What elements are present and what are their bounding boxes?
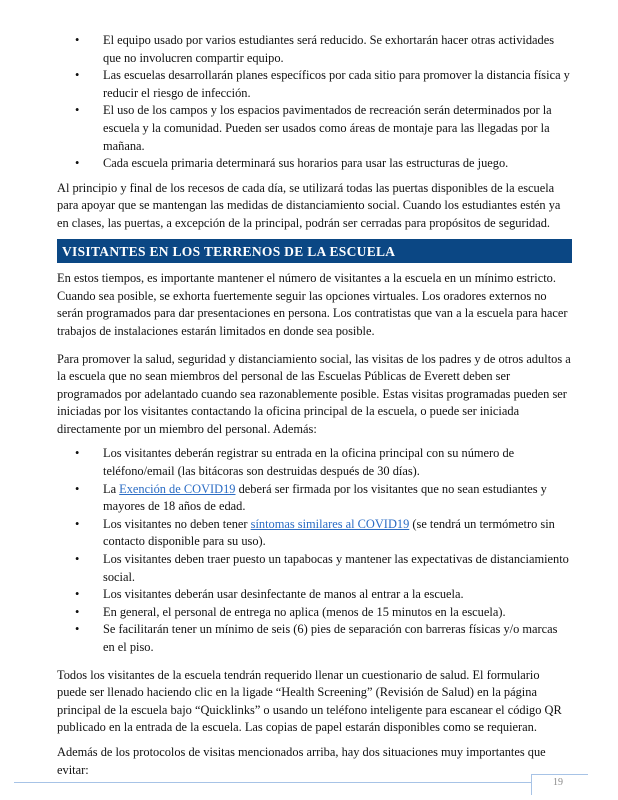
list-item-text: deberá ser firmada por los visitantes que no sean estudiantes y mayores de 18 años de edad. xyxy=(103,481,547,514)
bullet-icon: • xyxy=(75,103,80,118)
list-item-text: Los visitantes deberán registrar su entrada en la oficina principal con su número de teléfono/email (las bitácoras son destruidas después de 30 días). xyxy=(103,446,515,479)
bullet-icon: • xyxy=(75,33,80,47)
bullet-icon: • xyxy=(75,587,80,602)
equipment-bullet-list xyxy=(57,32,572,173)
list-item xyxy=(75,102,572,155)
bullet-icon: • xyxy=(75,604,80,619)
list-item xyxy=(75,481,572,516)
health-questionnaire-paragraph: Todos los visitantes de la escuela tendrán requerido llenar un cuestionario de salud. El formulario puede ser llenado haciendo clic en la ligade “Health Screening” (Revisión de Salud) en la página principal de la escuela bajo “Quicklinks” o usando un teléfono inteligente para escanear el código QR publicado en la entrada de la escuela. Las copias de papel estarán disponibles como se requieran. xyxy=(57,667,562,735)
page-content xyxy=(57,32,572,779)
visitors-scheduling-paragraph: Para promover la salud, seguridad y distanciamiento social, las visitas de los padres y de otros adultos a la escuela que no sean miembros del personal de las Escuelas Públicas de Everett deben ser programados por adelantado cuando sea razonablemente posible. Estas visitas programadas pueden ser iniciadas por los visitantes contactando la oficina principal de la escuela, o puede ser iniciada directamente por un miembro del personal. Además: xyxy=(57,351,571,436)
bullet-icon: • xyxy=(75,156,80,171)
list-item-text: El uso de los campos y los espacios pavimentados de recreación serán determinados por la escuela y la comunidad. Pueden ser usados como áreas de montaje para las llegadas por la mañana. xyxy=(103,103,552,153)
page-number: 19 xyxy=(553,777,563,788)
list-item-text: Se facilitarán tener un mínimo de seis (6) pies de separación con barreras físicas y/o marcas en el piso. xyxy=(103,622,558,654)
visitor-rules-list xyxy=(57,445,572,656)
covid-symptoms-link[interactable]: síntomas similares al COVID19 xyxy=(250,516,410,531)
list-item xyxy=(75,621,572,656)
bullet-icon: • xyxy=(75,552,80,567)
list-item-text: Los visitantes no deben tener xyxy=(103,516,251,531)
list-item xyxy=(75,32,572,67)
footer-rule xyxy=(14,782,531,783)
covid-waiver-link[interactable]: Exención de COVID19 xyxy=(119,481,236,496)
list-item-text: En general, el personal de entrega no aplica (menos de 15 minutos en la escuela). xyxy=(103,604,506,619)
list-item xyxy=(75,67,572,102)
list-item-text: La xyxy=(103,481,120,496)
bullet-icon: • xyxy=(75,68,80,83)
section-heading-visitors: VISITANTES EN LOS TERRENOS DE LA ESCUELA xyxy=(57,239,572,264)
list-item xyxy=(75,516,572,551)
list-item xyxy=(75,551,572,586)
bullet-icon: • xyxy=(75,622,80,637)
list-item xyxy=(75,155,572,173)
list-item-text: Cada escuela primaria determinará sus horarios para usar las estructuras de juego. xyxy=(103,156,509,171)
bullet-icon: • xyxy=(75,446,80,461)
closing-paragraph: Además de los protocolos de visitas mencionados arriba, hay dos situaciones muy importantes que evitar: xyxy=(57,744,546,777)
bullet-icon: • xyxy=(75,481,80,496)
list-item xyxy=(75,604,572,622)
recess-paragraph: Al principio y final de los recesos de cada día, se utilizará todas las puertas disponibles de la escuela para apoyar que se mantengan las medidas de distanciamiento social. Cuando los estudiantes estén ya en clases, las puertas, a excepción de la principal, podrán ser cerradas para propósitos de seguridad. xyxy=(57,180,561,230)
list-item xyxy=(75,445,572,480)
visitors-intro-paragraph: En estos tiempos, es importante mantener el número de visitantes a la escuela en un mínimo estricto. Cuando sea posible, se exhorta fuertemente seguir las opciones virtuales. Los oradores externos no serán programados para dar presentaciones en persona. Los contratistas que van a la escuela para hacer trabajos de instalaciones estarán limitados en donde sea posible. xyxy=(57,271,568,338)
list-item-text: (se tendrá un termómetro sin contacto disponible para su uso). xyxy=(103,516,555,549)
list-item-text: Las escuelas desarrollarán planes específicos por cada sitio para promover la distancia física y reducir el riesgo de infección. xyxy=(103,68,570,100)
list-item-text: Los visitantes deberán usar desinfectante de manos al entrar a la escuela. xyxy=(103,587,464,602)
bullet-icon: • xyxy=(75,516,80,531)
list-item xyxy=(75,586,572,604)
list-item-text: Los visitantes deben traer puesto un tapabocas y mantener las expectativas de distanciamiento social. xyxy=(103,552,569,584)
list-item-text: El equipo usado por varios estudiantes será reducido. Se exhortarán hacer otras actividades que no involucren compartir equipo. xyxy=(103,33,555,65)
